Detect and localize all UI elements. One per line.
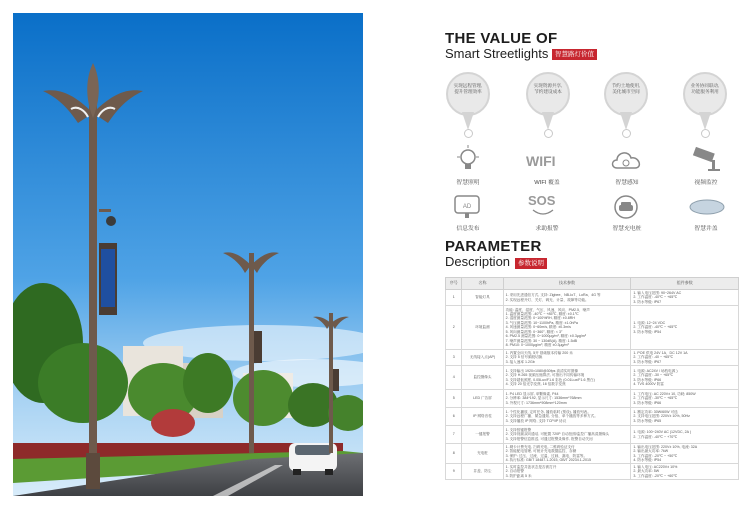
row-function: 1. P4 LED 显示屏, 单颗像素, P44 2. 分辨率: 384*192, 显示尺寸: 1536mm*768mm 3. 外观尺寸: 1736mm*908mm*120mm (503, 390, 631, 408)
row-function: 1. 采用先进通信方式, 支持: Zigbee、NB-IoT、LoRa、4G 等 2. 实现远程开灯、关灯、调光、计量、故障等功能。 (503, 290, 631, 306)
camera-icon (690, 146, 724, 172)
row-number: 4 (446, 366, 462, 390)
table-row (446, 290, 739, 306)
bulb-icon (455, 145, 481, 175)
row-name: IP 网络音柱 (462, 408, 503, 426)
row-number: 2 (446, 306, 462, 350)
value-pin-text: 实现资源共享,节约建设成本 (533, 83, 563, 94)
table-row (446, 408, 739, 426)
row-parameter: 1. 电源: AC24V / 场档电源 ) 2. 工作温度: -30 ~ +65℃ 3. 防水等级: IP66 4. TVS 4000V 防雷 (631, 366, 739, 390)
row-function: 1. 支持输出 1920×1080@30fps 高清实时图像 2. 支持 H.265 视频压缩算法, 可指出不同传输环境 3. 支持超低照度, 0.05Lux/F1.6 彩色 (0.01Lux/F1.6 黑白) 4. 支持 20 倍光学变焦, 16 倍数字变焦 (503, 366, 631, 390)
column-header: 名称 (462, 278, 503, 290)
table-row (446, 306, 739, 350)
row-number: 8 (446, 444, 462, 464)
row-number: 3 (446, 350, 462, 366)
table-row (446, 464, 739, 480)
row-parameter: 1. 额定功率: 30W/60W 可选 2. 支持电压范围: 220V± 10%, 50Hz 3. 防水等级: IP65 (631, 408, 739, 426)
value-tag: 智慧路灯价值 (552, 49, 597, 60)
value-title: THE VALUE OF (445, 30, 558, 47)
manhole-icon (688, 198, 726, 216)
row-number: 7 (446, 426, 462, 444)
row-name: 井盖、防尘 (462, 464, 503, 480)
row-name: 监控摄像头 (462, 366, 503, 390)
feature-label: 智慧感知 (615, 180, 639, 186)
row-number: 6 (446, 408, 462, 426)
row-parameter: 1. 输入电压范围: 90~264V AC 2. 工作温度: -40℃ ~ +65℃ 3. 防水等级: IP67 (631, 290, 739, 306)
parameter-subtitle: Description (445, 254, 511, 269)
table-row (446, 350, 739, 366)
parameter-table (445, 277, 739, 480)
row-function: 1. 支持按键报警 2. 支持视频双向通话, 可配置 720P 自动拍照/监控广播高清摄像头 3. 支持报警信息推送, 可通过报警录像作, 报警自动关闭 (503, 426, 631, 444)
feature-label: 信息发布 (456, 226, 480, 232)
parameter-title: PARAMETER (445, 238, 542, 255)
value-pin-text: 实现远程管理,提升管理效率 (453, 83, 483, 94)
feature-label: 智慧照明 (456, 180, 480, 186)
row-parameter: 1. 输入电压: AC220V± 10% 2. 最大功率: 5W 3. 工作温度: -20℃ ~ +60℃ (631, 464, 739, 480)
feature-label: 智慧充电桩 (612, 226, 642, 232)
sos-icon: SOS (528, 193, 556, 208)
table-row (446, 426, 739, 444)
column-header: 技术参数 (503, 278, 631, 290)
feature-label: 视频监控 (694, 180, 718, 186)
feature-label: 智慧井盖 (694, 226, 718, 232)
row-parameter: 1. 电源: 12~24 VDC 2. 工作温度: -40℃ ~ +65℃ 3. 防水等级: IP54 (631, 306, 739, 350)
sos-underline-icon (531, 208, 555, 220)
streetlight-photo (13, 13, 363, 496)
row-number: 9 (446, 464, 462, 480)
row-name: LED 广告屏 (462, 390, 503, 408)
row-function: 1. 内置全向天线, 5开 基础版本传输 200 米 2. 支持 5 信号频段切换 3. 接入速率 1.2Gb (503, 350, 631, 366)
row-function: 1. 刷卡计费充电, 扫码充电, 二维码验证支付 2. 智能配电管理, 可统计充电数据监控、存储 3. 保护: 过压、过流、过温、过载、漏电、防雷等。 4. 执行标准: GB/T 18487.1-2015, GB/T 20234.1-2015 (503, 444, 631, 464)
row-number: 5 (446, 390, 462, 408)
table-row (446, 390, 739, 408)
row-number: 1 (446, 290, 462, 306)
parameter-tag: 参数说明 (515, 258, 547, 269)
value-pin-text: 节约土地使用,美化城市空间 (611, 83, 641, 94)
svg-text:AD: AD (462, 204, 472, 210)
row-function: 1. 个性化播放, 定时任务, 播放临时 (预设), 播放列表。 2. 支持远程广播、紧急通知, 分组、单个播放等多种方式。 3. 支持播放 IP 网络, 支持 TCP/IP 协议 (503, 408, 631, 426)
row-name: 环境监测 (462, 306, 503, 350)
row-name: 无线接入点(AP) (462, 350, 503, 366)
row-name: 一键报警 (462, 426, 503, 444)
table-row (446, 444, 739, 464)
row-name: 智能灯具 (462, 290, 503, 306)
table-row (446, 366, 739, 390)
feature-label: WIFI 覆盖 (534, 180, 560, 186)
row-function: 功能: 温度、湿度、气压、风速、风向、PM2.5、噪声 1. 温度测量范围: -40℃ ~ +85℃, 精度: ±0.1℃ 2. 湿度测量范围: 0~100%RH, 精度: ±0.8RH 3. 气压测量范围: 10~1100hPa, 精度: ±1.0hPa 4. 风速测量范围: 0~60m/s, 精度: ±0.3m/s 5. 风向测量范围: 0~360°, 精度: < 3° 6. PM2.5 测量范围: 0~1000μg/m³, 精度: ±0.3μg/m³ 7. 噪声测量范围: 30 ~ 130dB(A), 精度: 1.5dB 8. PM10: 0~1000μg/m³, 精度 ±0.3μg/m³ (503, 306, 631, 350)
value-pin-text: 业务协同联动,功能服务利用 (690, 83, 720, 94)
row-parameter: 1. 工作电压: AC 220V± 10, 功耗: 850W 2. 工作温度: -30℃ ~ +65℃ 3. 防水等级: IP66 (631, 390, 739, 408)
row-parameter: 1. POE 供电 24V 1A、DC 12V 1A 2. 工作温度: -40 ~ +65℃ 3. 防水等级: IP67 (631, 350, 739, 366)
table-header-row (446, 278, 739, 290)
row-parameter: 1. 输出电压范围: 220V± 10%, 电流: 32A 2. 输出最大功率: 7kW 3. 工作温度: -20℃ ~ +50℃ 4. 防水等级: IP54 (631, 444, 739, 464)
car-charge-icon (612, 194, 640, 220)
wifi-icon: WIFI (526, 153, 556, 169)
value-subtitle: Smart Streetlights (445, 46, 549, 61)
feature-label: 求助报警 (535, 226, 559, 232)
column-header: 组件参数 (631, 278, 739, 290)
column-header: 序号 (446, 278, 462, 290)
display-icon (453, 194, 481, 220)
row-function: 1. 实时监控井盖状态是否被打开 2. 自动报警 3. 防护距离 5 米 (503, 464, 631, 480)
row-name: 充电桩 (462, 444, 503, 464)
cloud-icon (609, 146, 645, 172)
row-parameter: 1. 电源: 100~240V AC (12VDC, 2A ) 2. 工作温度: -40℃ ~ +70℃ (631, 426, 739, 444)
